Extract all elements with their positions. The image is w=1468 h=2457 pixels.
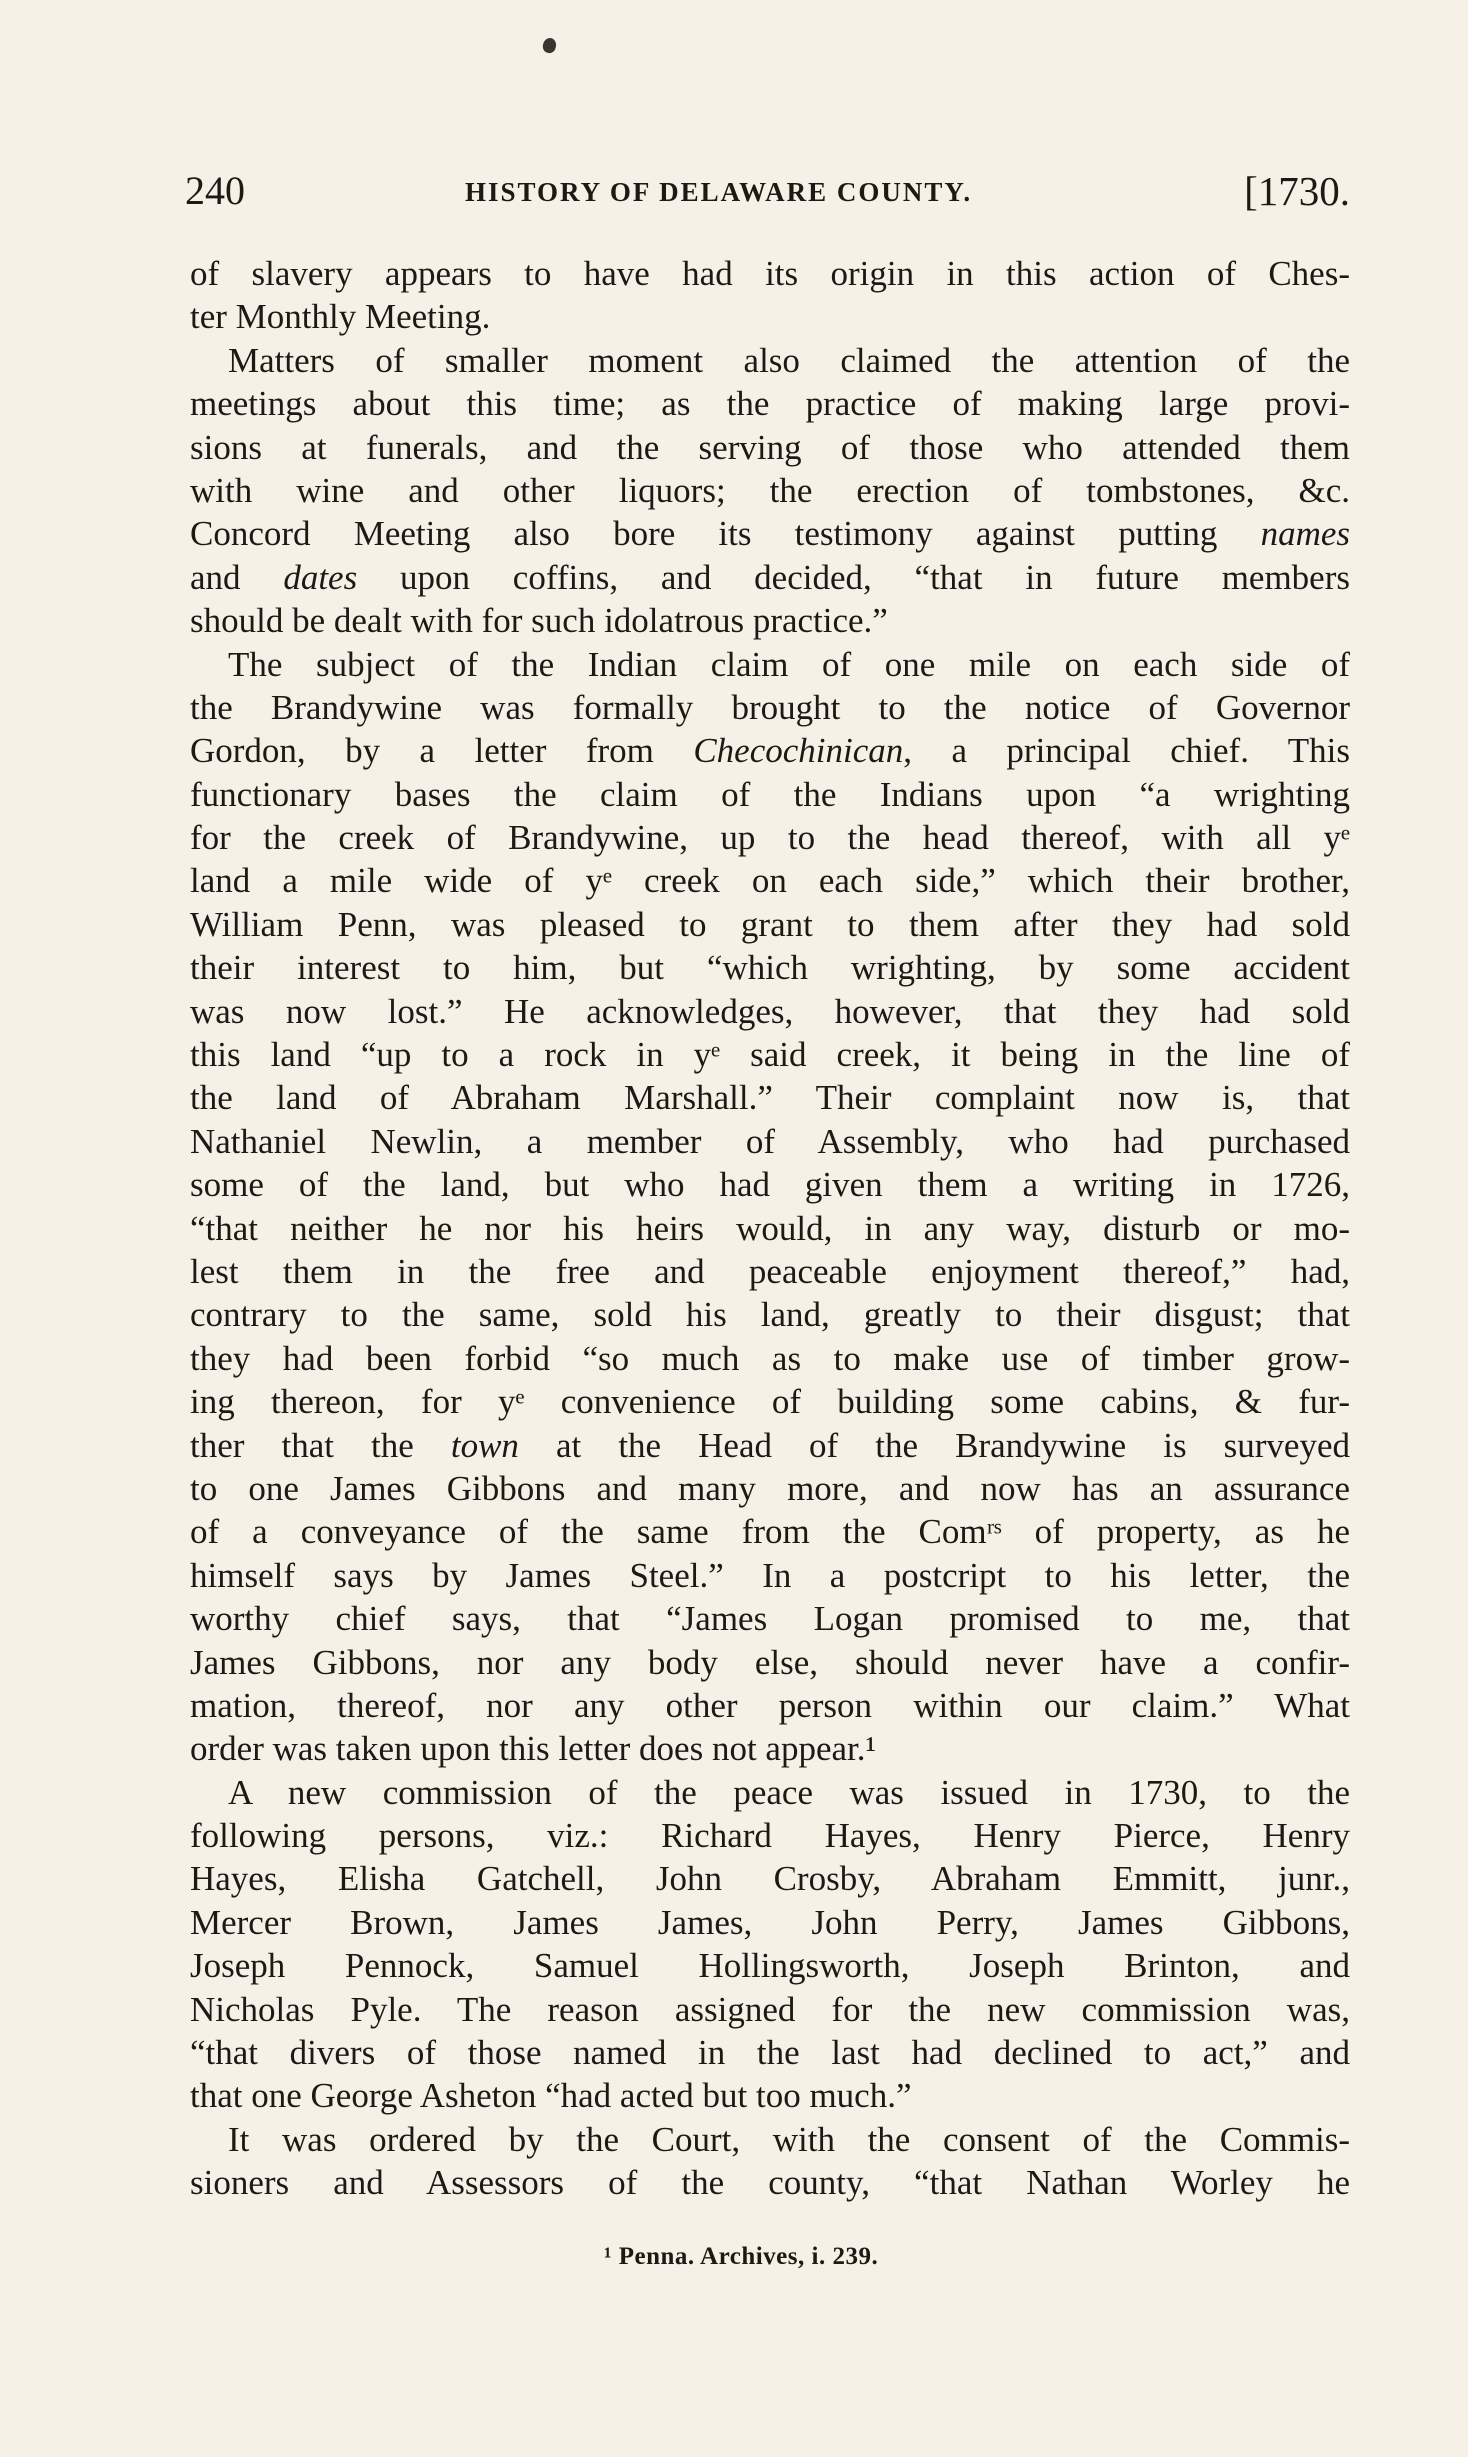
body-text — [190, 252, 1350, 2205]
text-line: “that divers of those named in the last had declined to act,” and — [190, 2033, 1350, 2073]
text-line: land a mile wide of yᵉ creek on each side,” which their brother, — [190, 861, 1350, 901]
text-line: Matters of smaller moment also claimed the attention of the — [228, 340, 1350, 380]
text-line: the Brandywine was formally brought to the notice of Governor — [190, 687, 1350, 727]
text-line: James Gibbons, nor any body else, should never have a confir- — [190, 1642, 1350, 1682]
text-line: “that neither he nor his heirs would, in any way, disturb or mo- — [190, 1208, 1350, 1248]
text-line: sions at funerals, and the serving of those who attended them — [190, 427, 1350, 467]
text-line: worthy chief says, that “James Logan promised to me, that — [190, 1599, 1350, 1639]
text-line: Concord Meeting also bore its testimony against putting names — [190, 514, 1350, 554]
text-line: Gordon, by a letter from Checochinican, a principal chief. This — [190, 731, 1350, 771]
text-line: with wine and other liquors; the erection of tombstones, &c. — [190, 470, 1350, 510]
text-line: should be dealt with for such idolatrous practice.” — [190, 601, 888, 641]
text-line: of slavery appears to have had its origin in this action of Ches- — [190, 254, 1350, 293]
ink-blot — [542, 37, 558, 54]
text-line: meetings about this time; as the practice of making large provi- — [190, 384, 1350, 424]
text-line: for the creek of Brandywine, up to the head thereof, with all yᵉ — [190, 818, 1350, 858]
text-line: contrary to the same, sold his land, greatly to their disgust; that — [190, 1295, 1350, 1335]
text-line: this land “up to a rock in yᵉ said creek, it being in the line of — [190, 1035, 1350, 1075]
text-line: functionary bases the claim of the Indians upon “a wrighting — [190, 774, 1350, 814]
text-line: Joseph Pennock, Samuel Hollingsworth, Joseph Brinton, and — [190, 1946, 1350, 1986]
text-line: Hayes, Elisha Gatchell, John Crosby, Abraham Emmitt, junr., — [190, 1859, 1350, 1899]
text-line: William Penn, was pleased to grant to them after they had sold — [190, 904, 1350, 944]
text-line: mation, thereof, nor any other person within our claim.” What — [190, 1685, 1350, 1725]
text-line: of a conveyance of the same from the Comʳˢ of property, as he — [190, 1512, 1350, 1552]
text-line: that one George Asheton “had acted but too much.” — [190, 2076, 912, 2116]
text-line: they had been forbid “so much as to make use of timber grow- — [190, 1338, 1350, 1378]
text-line: sioners and Assessors of the county, “that Nathan Worley he — [190, 2163, 1350, 2203]
text-line: some of the land, but who had given them a writing in 1726, — [190, 1165, 1350, 1205]
text-line: following persons, viz.: Richard Hayes, Henry Pierce, Henry — [190, 1816, 1350, 1856]
text-line: Nicholas Pyle. The reason assigned for the new commission was, — [190, 1989, 1350, 2029]
text-line: himself says by James Steel.” In a postcript to his letter, the — [190, 1555, 1350, 1595]
text-line: The subject of the Indian claim of one mile on each side of — [228, 644, 1350, 684]
text-line: A new commission of the peace was issued in 1730, to the — [228, 1772, 1350, 1812]
text-line: their interest to him, but “which wrighting, by some accident — [190, 948, 1350, 988]
text-line: ter Monthly Meeting. — [190, 297, 491, 337]
text-line: was now lost.” He acknowledges, however, that they had sold — [190, 991, 1350, 1031]
footnote: ¹ Penna. Archives, i. 239. — [604, 2243, 879, 2270]
header-year: [1730. — [1244, 168, 1350, 214]
running-title: HISTORY OF DELAWARE COUNTY. — [465, 177, 973, 207]
text-line: to one James Gibbons and many more, and now has an assurance — [190, 1468, 1350, 1508]
page-number: 240 — [185, 168, 245, 213]
text-line: the land of Abraham Marshall.” Their complaint now is, that — [190, 1078, 1350, 1118]
text-line: order was taken upon this letter does not appear.¹ — [190, 1729, 876, 1769]
text-line: ther that the town at the Head of the Brandywine is surveyed — [190, 1425, 1350, 1465]
page-header — [185, 166, 1350, 216]
text-line: and dates upon coffins, and decided, “that in future members — [190, 557, 1350, 597]
text-line: It was ordered by the Court, with the consent of the Commis- — [228, 2119, 1350, 2159]
text-line: lest them in the free and peaceable enjoyment thereof,” had, — [190, 1251, 1350, 1291]
text-line: ing thereon, for yᵉ convenience of building some cabins, & fur- — [190, 1382, 1350, 1422]
text-line: Mercer Brown, James James, John Perry, James Gibbons, — [190, 1902, 1350, 1942]
text-line: Nathaniel Newlin, a member of Assembly, who had purchased — [190, 1121, 1350, 1161]
